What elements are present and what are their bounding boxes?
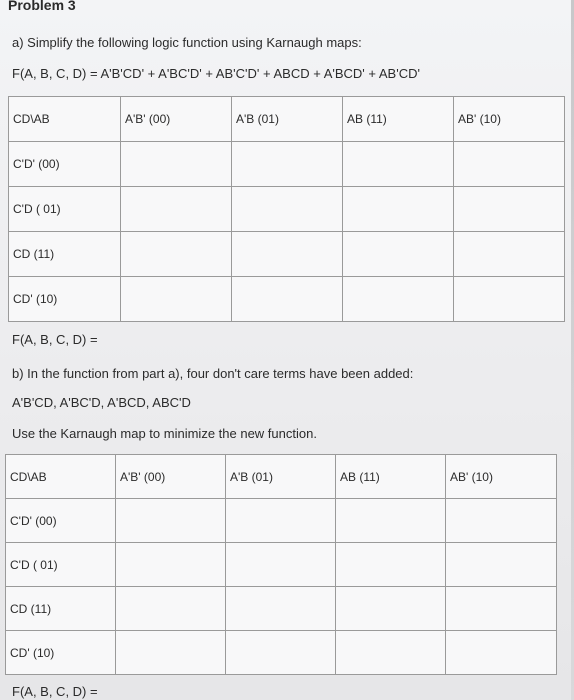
kmap-cell[interactable]: [336, 543, 446, 587]
part-a-instruction: a) Simplify the following logic function using Karnaugh maps:: [12, 35, 362, 50]
kmap-cell[interactable]: [454, 232, 565, 277]
problem-title: Problem 3: [8, 0, 76, 13]
kmap-cell[interactable]: [226, 631, 336, 675]
kmap-cell[interactable]: [226, 543, 336, 587]
part-b-directive: Use the Karnaugh map to minimize the new function.: [12, 426, 317, 441]
kmap-row-label: C'D ( 01): [6, 543, 116, 587]
kmap-cell[interactable]: [121, 187, 232, 232]
kmap-cell[interactable]: [116, 499, 226, 543]
kmap-row-label: CD' (10): [9, 277, 121, 322]
kmap-col-01: A'B (01): [226, 455, 336, 499]
kmap-part-b: [5, 454, 557, 675]
kmap-cell[interactable]: [232, 232, 343, 277]
kmap-row-11: [6, 587, 557, 631]
kmap-part-a: [8, 96, 565, 322]
kmap-corner-label: CD\AB: [6, 455, 116, 499]
kmap-row-label: C'D' (00): [6, 499, 116, 543]
kmap-col-00: A'B' (00): [121, 97, 232, 142]
kmap-cell[interactable]: [454, 277, 565, 322]
kmap-cell[interactable]: [446, 587, 557, 631]
kmap-cell[interactable]: [232, 277, 343, 322]
kmap-col-01: A'B (01): [232, 97, 343, 142]
part-a-function: F(A, B, C, D) = A'B'CD' + A'BC'D' + AB'C'D' + ABCD + A'BCD' + AB'CD': [12, 66, 420, 81]
kmap-corner-label: CD\AB: [9, 97, 121, 142]
kmap-cell[interactable]: [343, 142, 454, 187]
kmap-row-00: [6, 499, 557, 543]
kmap-cell[interactable]: [121, 142, 232, 187]
kmap-cell[interactable]: [232, 187, 343, 232]
kmap-cell[interactable]: [454, 187, 565, 232]
kmap-row-11: [9, 232, 565, 277]
kmap-row-label: CD' (10): [6, 631, 116, 675]
kmap-row-label: CD (11): [6, 587, 116, 631]
kmap-cell[interactable]: [226, 587, 336, 631]
kmap-row-01: [6, 543, 557, 587]
kmap-col-11: AB (11): [336, 455, 446, 499]
kmap-cell[interactable]: [116, 587, 226, 631]
part-b-instruction: b) In the function from part a), four don't care terms have been added:: [12, 366, 414, 381]
kmap-cell[interactable]: [446, 499, 557, 543]
kmap-row-10: [9, 277, 565, 322]
kmap-cell[interactable]: [343, 187, 454, 232]
kmap-col-00: A'B' (00): [116, 455, 226, 499]
kmap-header-row: [9, 97, 565, 142]
kmap-row-label: C'D' (00): [9, 142, 121, 187]
kmap-row-01: [9, 187, 565, 232]
kmap-row-label: CD (11): [9, 232, 121, 277]
kmap-cell[interactable]: [232, 142, 343, 187]
kmap-header-row: [6, 455, 557, 499]
part-b-dont-care-terms: A'B'CD, A'BC'D, A'BCD, ABC'D: [12, 395, 191, 410]
kmap-col-10: AB' (10): [454, 97, 565, 142]
kmap-cell[interactable]: [226, 499, 336, 543]
kmap-cell[interactable]: [116, 543, 226, 587]
kmap-cell[interactable]: [343, 232, 454, 277]
kmap-cell[interactable]: [446, 543, 557, 587]
kmap-cell[interactable]: [454, 142, 565, 187]
kmap-col-11: AB (11): [343, 97, 454, 142]
kmap-col-10: AB' (10): [446, 455, 557, 499]
kmap-cell[interactable]: [336, 499, 446, 543]
kmap-cell[interactable]: [336, 587, 446, 631]
kmap-cell[interactable]: [116, 631, 226, 675]
kmap-cell[interactable]: [121, 277, 232, 322]
part-b-answer-label: F(A, B, C, D) =: [12, 684, 98, 699]
kmap-cell[interactable]: [446, 631, 557, 675]
kmap-cell[interactable]: [121, 232, 232, 277]
part-a-answer-label: F(A, B, C, D) =: [12, 332, 98, 347]
kmap-row-10: [6, 631, 557, 675]
kmap-row-label: C'D ( 01): [9, 187, 121, 232]
kmap-cell[interactable]: [343, 277, 454, 322]
kmap-row-00: [9, 142, 565, 187]
kmap-cell[interactable]: [336, 631, 446, 675]
